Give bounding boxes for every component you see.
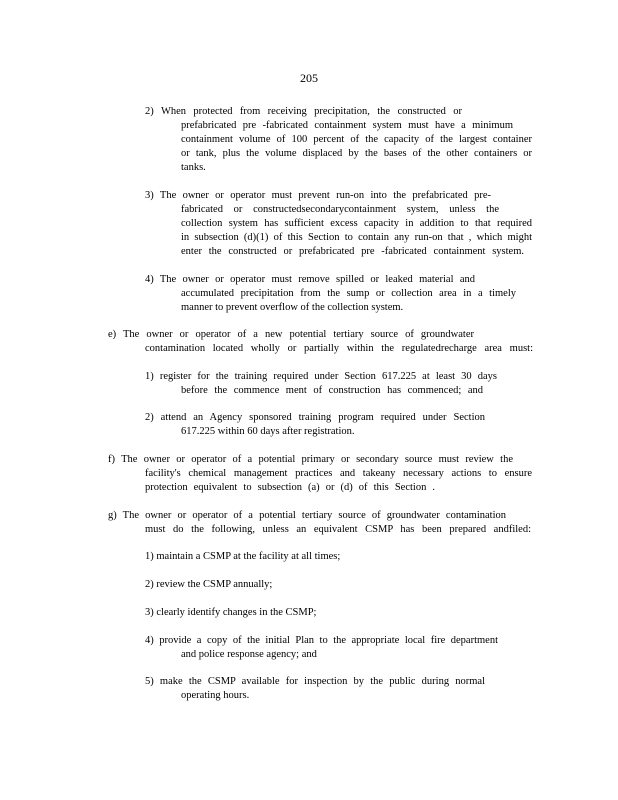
text-line: g) The owner or operator of a potential tertiary source of groundwater contamination bbox=[108, 510, 506, 521]
text-line: 1) maintain a CSMP at the facility at all times; bbox=[145, 551, 341, 562]
text-line: 2) attend an Agency sponsored training program required under Section bbox=[145, 412, 485, 423]
text-line: fabricated or constructedsecondarycontainment system, unless the bbox=[181, 204, 499, 215]
text-line: f) The owner or operator of a potential primary or secondary source must review the bbox=[108, 454, 513, 465]
text-line: accumulated precipitation from the sump or collection area in a timely bbox=[181, 288, 516, 299]
page-number: 205 bbox=[300, 71, 318, 85]
text-line: 1) register for the training required under Section 617.225 at least 30 days bbox=[145, 371, 497, 382]
text-line: collection system has sufficient excess capacity in addition to that required bbox=[181, 218, 532, 229]
text-line: e) The owner or operator of a new potential tertiary source of groundwater bbox=[108, 329, 474, 340]
text-line: 3) clearly identify changes in the CSMP; bbox=[145, 607, 317, 618]
text-line: tanks. bbox=[181, 162, 206, 173]
text-line: before the commence ment of construction has commenced; and bbox=[181, 385, 483, 396]
text-line: 3) The owner or operator must prevent run-on into the prefabricated pre- bbox=[145, 190, 491, 201]
text-line: protection equivalent to subsection (a) or (d) of this Section . bbox=[145, 482, 435, 493]
text-line: prefabricated pre -fabricated containment system must have a minimum bbox=[181, 120, 513, 131]
text-line: 2) review the CSMP annually; bbox=[145, 579, 273, 590]
text-line: 2) When protected from receiving precipitation, the constructed or bbox=[145, 106, 462, 117]
text-line: 4) provide a copy of the initial Plan to the appropriate local fire department bbox=[145, 635, 498, 646]
text-line: contamination located wholly or partially within the regulatedrecharge area must: bbox=[145, 343, 533, 354]
text-line: 617.225 within 60 days after registration. bbox=[181, 426, 355, 437]
text-line: 5) make the CSMP available for inspection by the public during normal bbox=[145, 676, 485, 687]
text-line: and police response agency; and bbox=[181, 649, 317, 660]
text-line: facility's chemical management practices and takeany necessary actions to ensure bbox=[145, 468, 532, 479]
text-line: or tank, plus the volume displaced by the bases of the other containers or bbox=[181, 148, 532, 159]
text-line: 4) The owner or operator must remove spilled or leaked material and bbox=[145, 274, 475, 285]
text-line: enter the constructed or prefabricated pre -fabricated containment system. bbox=[181, 246, 524, 257]
text-line: operating hours. bbox=[181, 690, 250, 701]
text-line: containment volume of 100 percent of the capacity of the largest container bbox=[181, 134, 532, 145]
text-line: manner to prevent overflow of the collection system. bbox=[181, 302, 404, 313]
text-line: in subsection (d)(1) of this Section to contain any run-on that , which might bbox=[181, 232, 532, 243]
text-line: must do the following, unless an equivalent CSMP has been prepared andfiled: bbox=[145, 524, 531, 535]
